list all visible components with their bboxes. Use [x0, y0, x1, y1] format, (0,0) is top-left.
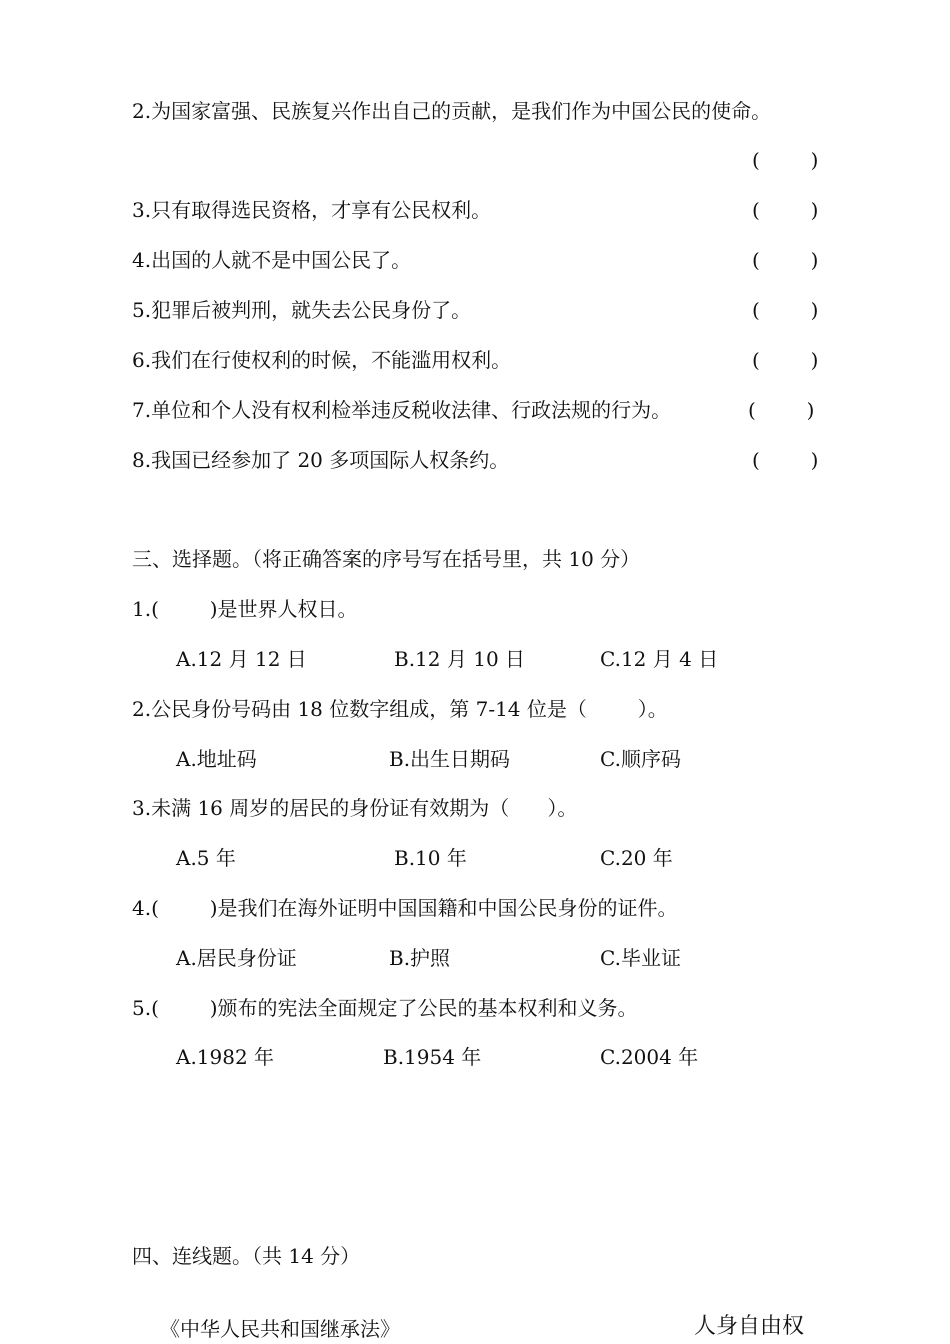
- judge-item-5: 5.犯罪后被判刑，就失去公民身份了。: [132, 298, 472, 322]
- choice-4-option-c[interactable]: C.毕业证: [600, 946, 681, 970]
- judge-item-3: 3.只有取得选民资格，才享有公民权利。: [132, 198, 492, 222]
- answer-blank-4[interactable]: ( ): [752, 248, 819, 272]
- match-left-item[interactable]: 《中华人民共和国继承法》: [160, 1317, 400, 1341]
- judge-item-8: 8.我国已经参加了 20 多项国际人权条约。: [132, 448, 510, 472]
- choice-5-option-c[interactable]: C.2004 年: [600, 1045, 699, 1069]
- judge-item-2: 2.为国家富强、民族复兴作出自己的贡献，是我们作为中国公民的使命。: [132, 99, 772, 123]
- choice-question-3: 3.未满 16 周岁的居民的身份证有效期为（ ）。: [132, 796, 578, 820]
- choice-question-1: 1.( )是世界人权日。: [132, 597, 358, 621]
- choice-2-option-b[interactable]: B.出生日期码: [389, 747, 511, 771]
- choice-5-option-a[interactable]: A.1982 年: [176, 1045, 275, 1069]
- choice-4-option-a[interactable]: A.居民身份证: [176, 946, 297, 970]
- choice-3-option-b[interactable]: B.10 年: [394, 846, 467, 870]
- choice-3-option-c[interactable]: C.20 年: [600, 846, 673, 870]
- choice-question-2: 2.公民身份号码由 18 位数字组成，第 7-14 位是（ ）。: [132, 697, 668, 721]
- choice-2-option-a[interactable]: A.地址码: [176, 747, 257, 771]
- choice-1-option-b[interactable]: B.12 月 10 日: [394, 647, 526, 671]
- choice-5-option-b[interactable]: B.1954 年: [383, 1045, 482, 1069]
- section-heading-choice: 三、选择题。（将正确答案的序号写在括号里，共 10 分）: [132, 547, 641, 571]
- choice-2-option-c[interactable]: C.顺序码: [600, 747, 681, 771]
- choice-question-4: 4.( )是我们在海外证明中国国籍和中国公民身份的证件。: [132, 896, 678, 920]
- section-heading-match: 四、连线题。（共 14 分）: [132, 1244, 361, 1268]
- answer-blank-7[interactable]: ( ): [748, 398, 815, 422]
- match-right-item[interactable]: 人身自由权: [694, 1314, 805, 1339]
- answer-blank-8[interactable]: ( ): [752, 448, 819, 472]
- answer-blank-2[interactable]: ( ): [752, 148, 819, 172]
- choice-question-5: 5.( )颁布的宪法全面规定了公民的基本权利和义务。: [132, 996, 638, 1020]
- judge-item-4: 4.出国的人就不是中国公民了。: [132, 248, 412, 272]
- answer-blank-6[interactable]: ( ): [752, 348, 819, 372]
- choice-4-option-b[interactable]: B.护照: [389, 946, 451, 970]
- answer-blank-5[interactable]: ( ): [752, 298, 819, 322]
- choice-1-option-c[interactable]: C.12 月 4 日: [600, 647, 719, 671]
- choice-3-option-a[interactable]: A.5 年: [176, 846, 236, 870]
- choice-1-option-a[interactable]: A.12 月 12 日: [176, 647, 307, 671]
- judge-item-6: 6.我们在行使权利的时候，不能滥用权利。: [132, 348, 512, 372]
- judge-item-7: 7.单位和个人没有权利检举违反税收法律、行政法规的行为。: [132, 398, 672, 422]
- answer-blank-3[interactable]: ( ): [752, 198, 819, 222]
